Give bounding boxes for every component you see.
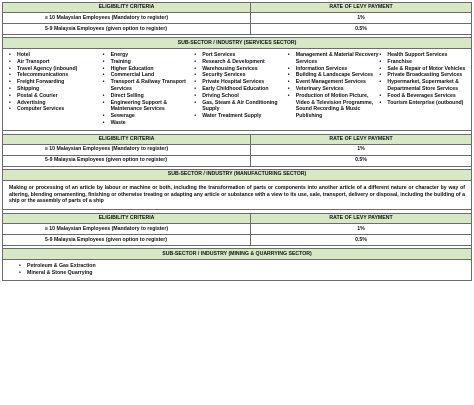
criteria-header: ELIGIBILITY CRITERIA [3, 214, 251, 224]
list-item: • Freight Forwarding [9, 79, 103, 86]
subsector-row [3, 169, 472, 180]
list-item: • Franchise [379, 59, 469, 66]
criteria-row [3, 155, 472, 166]
list-item: • Training [103, 59, 195, 66]
subsector-heading: SUB-SECTOR / INDUSTRY (MANUFACTURING SECTOR) [3, 169, 472, 180]
rate-cell: 0.5% [251, 24, 472, 35]
list-item: • Warehousing Services [194, 66, 288, 73]
list-item: • Petroleum & Gas Extraction [19, 263, 465, 270]
criteria-header-row [3, 214, 472, 224]
rate-header: RATE OF LEVY PAYMENT [251, 214, 472, 224]
list-item: • Higher Education [103, 66, 195, 73]
criteria-cell: 5-9 Malaysia Employees (given option to register) [3, 24, 251, 35]
services-list-cell [3, 49, 472, 131]
list-item: • Private Hospital Services [194, 79, 288, 86]
rate-cell: 0.5% [251, 235, 472, 246]
list-item: • Mineral & Stone Quarrying [19, 270, 465, 277]
criteria-header: ELIGIBILITY CRITERIA [3, 3, 251, 13]
manufacturing-description: Making or processing of an article by labour or machine or both, including the transformation of parts or components into another article of a different nature or character by way of altering, blending ornamenting, finishing or otherwise treating or adapting any article or substance with a view to its use, sale, transport, delivery or disposal, including the building of a ship or the assembly of parts of a ship [9, 184, 465, 205]
list-item: • Research & Development [194, 59, 288, 66]
list-item: • Port Services [194, 52, 288, 59]
list-item: • Driving School [194, 93, 288, 100]
list-item: • Energy [103, 52, 195, 59]
criteria-cell: ≥ 10 Malaysian Employees (Mandatory to register) [3, 13, 251, 24]
criteria-row [3, 224, 472, 235]
criteria-header-row [3, 134, 472, 144]
criteria-row [3, 13, 472, 24]
list-item: • Postal & Courier [9, 93, 103, 100]
list-item: • Event Management Services [288, 79, 380, 86]
criteria-cell: 5-9 Malaysia Employees (given option to register) [3, 235, 251, 246]
criteria-header-row [3, 3, 472, 13]
criteria-cell: ≥ 10 Malaysian Employees (Mandatory to register) [3, 224, 251, 235]
criteria-cell: 5-9 Malaysia Employees (given option to register) [3, 155, 251, 166]
services-grid [3, 49, 471, 130]
list-item: • Early Childhood Education [194, 86, 288, 93]
services-column [288, 52, 380, 127]
criteria-row [3, 235, 472, 246]
list-item: • Waste [103, 120, 195, 127]
services-column [9, 52, 103, 127]
rate-cell: 1% [251, 13, 472, 24]
list-item: • Hypermarket, Supermarket & Departmental Store Services [379, 79, 469, 93]
criteria-row [3, 24, 472, 35]
mining-list-row [3, 260, 472, 281]
list-item: • Tourism Enterprise (outbound) [379, 100, 469, 107]
list-item: • Sale & Repair of Motor Vehicles [379, 66, 469, 73]
subsector-heading: SUB-SECTOR / INDUSTRY (SERVICES SECTOR) [3, 38, 472, 49]
list-item: • Advertising [9, 100, 103, 107]
rate-cell: 1% [251, 144, 472, 155]
list-item: • Shipping [9, 86, 103, 93]
list-item: • Travel Agency (inbound) [9, 66, 103, 73]
list-item: • Transport & Railway Transport Services [103, 79, 195, 93]
rate-header: RATE OF LEVY PAYMENT [251, 134, 472, 144]
list-item: • Private Broadcasting Services [379, 72, 469, 79]
list-item: • Information Services [288, 66, 380, 73]
criteria-row [3, 144, 472, 155]
list-item: • Food & Beverages Services [379, 93, 469, 100]
list-item: • Veterinary Services [288, 86, 380, 93]
rate-header: RATE OF LEVY PAYMENT [251, 3, 472, 13]
criteria-cell: ≥ 10 Malaysian Employees (Mandatory to register) [3, 144, 251, 155]
subsector-heading: SUB-SECTOR / INDUSTRY (MINING & QUARRYING SECTOR) [3, 249, 472, 260]
criteria-header: ELIGIBILITY CRITERIA [3, 134, 251, 144]
list-item: • Engineering Support & Maintenance Services [103, 100, 195, 114]
rate-cell: 1% [251, 224, 472, 235]
list-item: • Direct Selling [103, 93, 195, 100]
rate-cell: 0.5% [251, 155, 472, 166]
list-item: • Hotel [9, 52, 103, 59]
mining-list [3, 260, 471, 280]
list-item: • Building & Landscape Services [288, 72, 380, 79]
list-item: • Water Treatment Supply [194, 113, 288, 120]
subsector-row [3, 38, 472, 49]
services-column [103, 52, 195, 127]
list-item: • Commercial Land [103, 72, 195, 79]
list-item: • Gas, Steam & Air Conditioning Supply [194, 100, 288, 114]
list-item: • Computer Services [9, 106, 103, 113]
list-item: • Telecommunications [9, 72, 103, 79]
list-item: • Sewerage [103, 113, 195, 120]
services-column [379, 52, 469, 127]
services-list-row [3, 49, 472, 131]
manufacturing-description-row [3, 180, 472, 209]
services-column [194, 52, 288, 127]
levy-table [2, 2, 472, 281]
levy-document [2, 2, 472, 281]
mining-items [19, 263, 465, 277]
subsector-row [3, 249, 472, 260]
list-item: • Air Transport [9, 59, 103, 66]
list-item: • Production of Motion Picture, Video & Television Programme, Sound Recording & Music Publishing [288, 93, 380, 120]
list-item: • Management & Material Recovery Services [288, 52, 380, 66]
list-item: • Health Support Services [379, 52, 469, 59]
list-item: • Security Services [194, 72, 288, 79]
